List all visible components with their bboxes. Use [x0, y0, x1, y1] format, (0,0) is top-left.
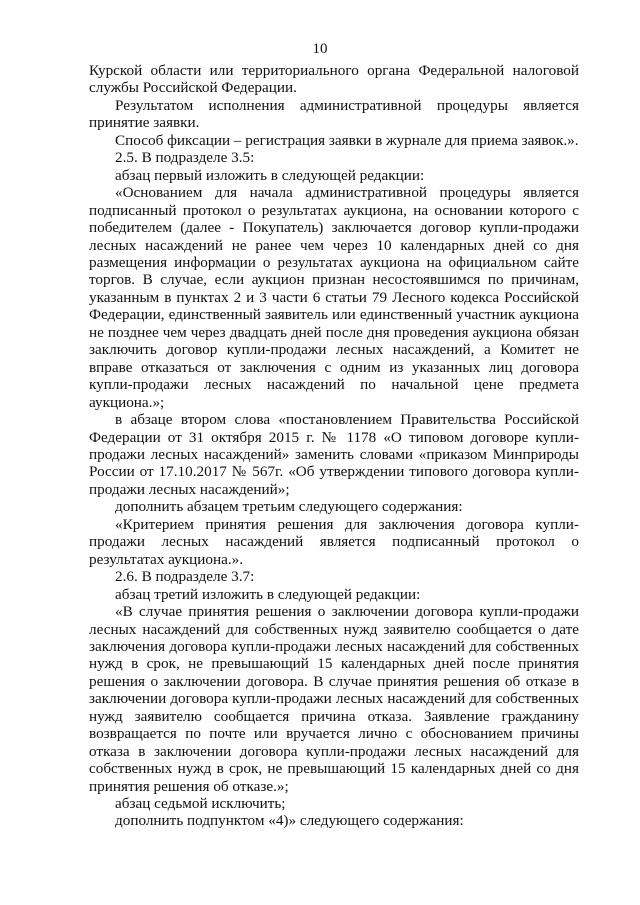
- document-body: [89, 62, 579, 830]
- paragraph: дополнить абзацем третьим следующего содержания:: [115, 498, 463, 516]
- section-heading: 2.6. В подразделе 3.7:: [115, 568, 255, 586]
- page-number: 10: [312, 41, 328, 57]
- quoted-paragraph: «Основанием для начала административной процедуры является подписанный протокол о результатах аукциона, на основании которого с победителем (далее - Покупатель) заключается договор купли-продажи лесных насаждений не ранее чем через 10 календарных дней со дня размещения информации о результатах аукциона на официальном сайте торгов. В случае, если аукцион признан несостоявшимся по причинам, указанным в пунктах 2 и 3 части 6 статьи 79 Лесного кодекса Российской Федерации, единственный заявитель или единственный участник аукциона не позднее чем через двадцать дней после дня проведения аукциона обязан заключить договор купли-продажи лесных насаждений, а Комитет не вправе отказаться от заключения с одним из указанных лиц договора купли-продажи лесных насаждений по начальной цене предмета аукциона.»;: [89, 184, 579, 411]
- paragraph: Результатом исполнения административной процедуры является принятие заявки.: [89, 96, 579, 132]
- paragraph: Курской области или территориального органа Федеральной налоговой службы Российской Федерации.: [89, 62, 579, 97]
- paragraph: абзац первый изложить в следующей редакции:: [115, 166, 425, 184]
- section-heading: 2.5. В подразделе 3.5:: [115, 149, 255, 167]
- paragraph: Способ фиксации – регистрация заявки в журнале для приема заявок.».: [115, 131, 579, 149]
- paragraph: абзац седьмой исключить;: [115, 795, 286, 813]
- paragraph: в абзаце втором слова «постановлением Правительства Российской Федерации от 31 октября 2015 г. № 1178 «О типовом договоре купли-продажи лесных насаждений» заменить словами «приказом Минприроды России от 17.10.2017 № 567г. «Об утверждении типового договора купли-продажи лесных насаждений»;: [89, 411, 579, 498]
- quoted-paragraph: «В случае принятия решения о заключении договора купли-продажи лесных насаждений для собственных нужд заявителю сообщается о дате заключения договора купли-продажи лесных насаждений для собственных нужд в срок, не превышающий 15 календарных дней после принятия решения о заключении договора. В случае принятия решения об отказе в заключении договора купли-продажи лесных насаждений для собственных нужд заявителю сообщается причина отказа. Заявление гражданину возвращается по почте или вручается лично с обоснованием причины отказа в заключении договора купли-продажи лесных насаждений для собственных нужд в срок, не превышающий 15 календарных дней со дня принятия решения об отказе.»;: [89, 603, 579, 795]
- paragraph: дополнить подпунктом «4)» следующего содержания:: [115, 812, 464, 830]
- paragraph: абзац третий изложить в следующей редакции:: [115, 585, 421, 603]
- quoted-paragraph: «Критерием принятия решения для заключения договора купли-продажи лесных насаждений является подписанный протокол о результатах аукциона.».: [89, 515, 579, 568]
